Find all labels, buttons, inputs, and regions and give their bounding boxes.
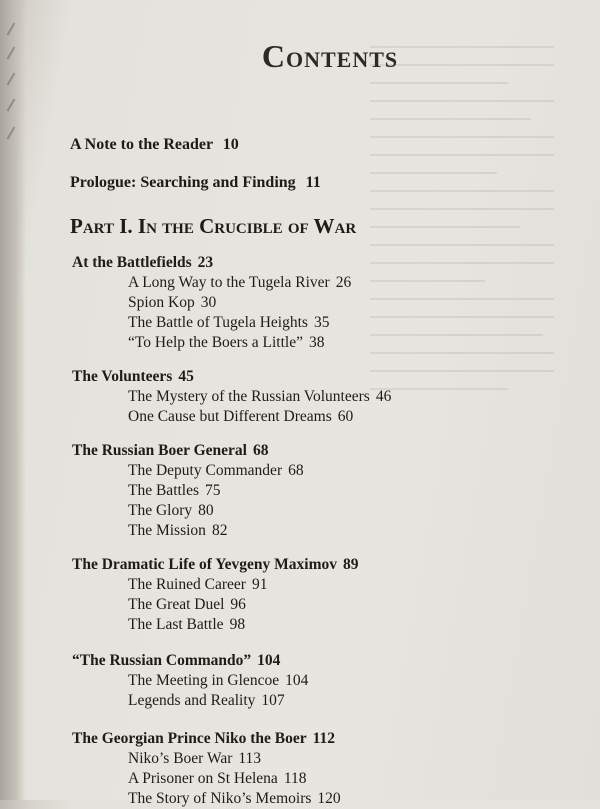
gutter-mark xyxy=(7,126,16,139)
section-page: 35 xyxy=(313,314,330,331)
chapter-block xyxy=(72,366,391,427)
chapter-block xyxy=(72,728,341,809)
section-entry[interactable] xyxy=(128,273,351,293)
chapter-block xyxy=(72,650,308,711)
section-page: 113 xyxy=(238,750,262,767)
chapter-heading[interactable] xyxy=(72,650,308,671)
section-page: 91 xyxy=(251,576,268,593)
front-matter-entry[interactable] xyxy=(70,136,239,154)
chapter-title: “The Russian Commando” xyxy=(72,652,252,669)
section-page: 96 xyxy=(230,596,246,613)
section-title: The Mystery of the Russian Volunteers xyxy=(128,388,370,405)
section-entry[interactable] xyxy=(128,313,351,333)
entry-title: A Note to the Reader xyxy=(70,136,213,153)
section-entry[interactable] xyxy=(128,691,308,711)
section-entry[interactable] xyxy=(128,615,359,635)
section-entry[interactable] xyxy=(128,595,359,615)
section-page: 120 xyxy=(317,790,341,807)
section-page: 98 xyxy=(229,616,246,633)
section-page: 38 xyxy=(308,334,325,351)
section-title: The Mission xyxy=(128,522,206,539)
chapter-title: The Russian Boer General xyxy=(72,442,247,459)
section-page: 60 xyxy=(337,408,354,425)
section-entry[interactable] xyxy=(128,769,341,789)
section-title: A Long Way to the Tugela River xyxy=(128,274,330,291)
front-matter-entry[interactable] xyxy=(70,174,321,192)
section-page: 75 xyxy=(205,482,221,499)
book-gutter-shadow xyxy=(0,0,26,800)
section-entry[interactable] xyxy=(128,481,304,501)
section-title: The Ruined Career xyxy=(128,576,246,593)
chapter-block xyxy=(72,252,351,353)
section-title: The Battle of Tugela Heights xyxy=(128,314,308,331)
section-title: The Last Battle xyxy=(128,616,224,633)
chapter-block xyxy=(72,440,304,541)
chapter-title: The Georgian Prince Niko the Boer xyxy=(72,730,307,747)
chapter-title: The Dramatic Life of Yevgeny Maximov xyxy=(72,556,338,573)
section-title: The Meeting in Glencoe xyxy=(128,672,280,689)
section-entry[interactable] xyxy=(128,461,304,481)
page-title: Contents xyxy=(261,38,399,74)
section-entry[interactable] xyxy=(128,387,391,407)
gutter-mark xyxy=(7,98,16,111)
section-title: One Cause but Different Dreams xyxy=(128,408,332,425)
section-title: The Story of Niko’s Memoirs xyxy=(128,790,312,807)
bleed-through-text xyxy=(370,30,600,800)
chapter-page: 45 xyxy=(178,368,194,385)
entry-page: 11 xyxy=(305,174,321,191)
section-page: 80 xyxy=(198,502,214,519)
section-title: The Deputy Commander xyxy=(128,462,283,479)
section-title: A Prisoner on St Helena xyxy=(128,770,278,787)
section-title: “To Help the Boers a Little” xyxy=(128,334,303,351)
section-entry[interactable] xyxy=(128,575,359,595)
chapter-title: The Volunteers xyxy=(72,368,173,385)
section-page: 68 xyxy=(288,462,304,479)
section-entry[interactable] xyxy=(128,333,351,353)
section-entry[interactable] xyxy=(128,407,391,427)
chapter-page: 23 xyxy=(197,254,214,271)
chapter-block xyxy=(72,554,359,635)
section-entry[interactable] xyxy=(128,749,341,769)
section-page: 30 xyxy=(200,294,217,311)
entry-page: 10 xyxy=(222,136,239,153)
section-page: 118 xyxy=(283,770,307,787)
section-entry[interactable] xyxy=(128,293,351,313)
part-heading: Part I. In the Crucible of War xyxy=(70,214,357,238)
section-page: 104 xyxy=(285,672,309,689)
chapter-heading[interactable] xyxy=(72,728,341,749)
section-title: The Great Duel xyxy=(128,596,225,613)
section-page: 107 xyxy=(261,692,285,709)
section-entry[interactable] xyxy=(128,521,304,541)
section-title: Niko’s Boer War xyxy=(128,750,233,767)
chapter-page: 68 xyxy=(252,442,269,459)
section-title: Legends and Reality xyxy=(128,692,256,709)
chapter-heading[interactable] xyxy=(72,554,359,575)
section-entry[interactable] xyxy=(128,501,304,521)
section-entry[interactable] xyxy=(128,671,308,691)
chapter-heading[interactable] xyxy=(72,366,391,387)
chapter-page: 104 xyxy=(257,652,281,669)
section-title: Spion Kop xyxy=(128,294,195,311)
chapter-heading[interactable] xyxy=(72,440,304,461)
entry-title: Prologue: Searching and Finding xyxy=(70,174,296,191)
gutter-mark xyxy=(7,22,16,35)
chapter-page: 112 xyxy=(312,730,336,747)
section-page: 82 xyxy=(211,522,228,539)
section-title: The Glory xyxy=(128,502,193,519)
section-entry[interactable] xyxy=(128,789,341,809)
chapter-title: At the Battlefields xyxy=(72,254,192,271)
section-page: 46 xyxy=(375,388,392,405)
chapter-page: 89 xyxy=(343,556,359,573)
chapter-heading[interactable] xyxy=(72,252,351,273)
section-title: The Battles xyxy=(128,482,200,499)
section-page: 26 xyxy=(335,274,352,291)
